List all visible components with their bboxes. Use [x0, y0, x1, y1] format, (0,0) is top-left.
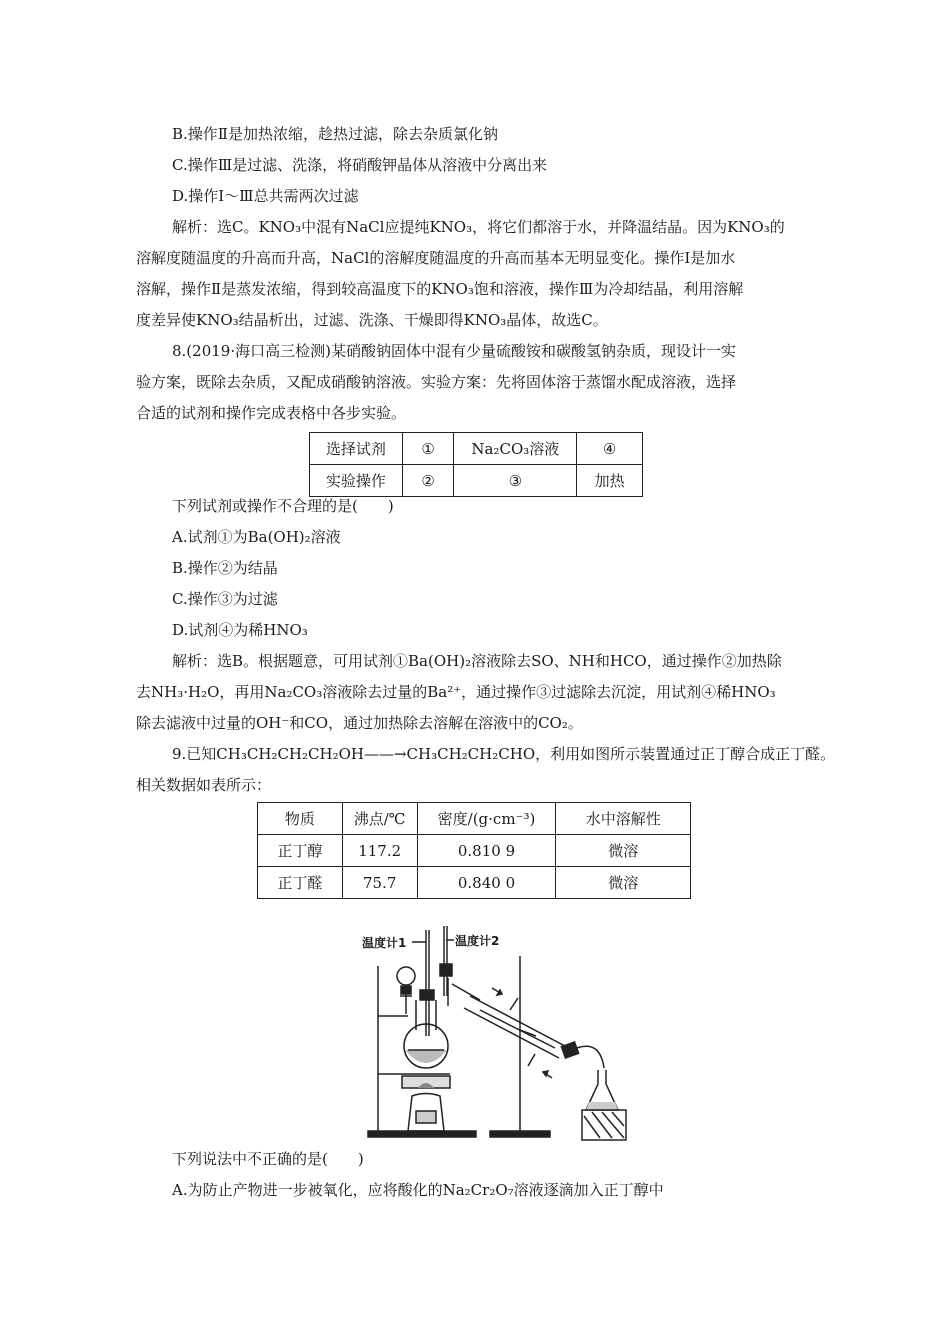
question-9-line-2: 相关数据如表所示：: [136, 776, 272, 794]
table-cell: ①: [402, 433, 454, 465]
table-cell: 0.840 0: [417, 867, 556, 899]
question-9-option-a: A.为防止产物进一步被氧化，应将酸化的Na₂Cr₂O₇溶液逐滴加入正丁醇中: [172, 1181, 664, 1199]
table-cell: 正丁醛: [258, 867, 343, 899]
table-row: [258, 835, 691, 867]
table-cell: 75.7: [342, 867, 417, 899]
distillation-apparatus-diagram: [360, 926, 640, 1142]
option-b: B.操作Ⅱ是加热浓缩，趁热过滤，除去杂质氯化钠: [172, 125, 498, 143]
thermometer-1-label: 温度计1: [362, 936, 407, 950]
table-cell: 加热: [577, 465, 643, 497]
analysis-line-4: 度差异使KNO₃结晶析出，过滤、洗涤、干燥即得KNO₃晶体，故选C。: [136, 311, 608, 329]
analysis-8-line-1: 解析：选B。根据题意，可用试剂①Ba(OH)₂溶液除去SO、NH和HCO，通过操作②加热除: [172, 652, 782, 670]
question-8-option-c: C.操作③为过滤: [172, 590, 278, 608]
table-cell: ④: [577, 433, 643, 465]
table-header-cell: 密度/(g·cm⁻³): [417, 803, 556, 835]
table-cell: 微溶: [556, 835, 691, 867]
table-cell: 微溶: [556, 867, 691, 899]
apparatus-figure: [360, 926, 640, 1142]
thermometer-2-label: 温度计2: [455, 934, 500, 948]
analysis-line-1: 解析：选C。KNO₃中混有NaCl应提纯KNO₃，将它们都溶于水，并降温结晶。因为KNO₃的: [172, 218, 785, 236]
properties-table: [257, 802, 691, 899]
table-cell: 正丁醇: [258, 835, 343, 867]
analysis-line-2: 溶解度随温度的升高而升高，NaCl的溶解度随温度的升高而基本无明显变化。操作Ⅰ是加水: [136, 249, 736, 267]
table-cell: 选择试剂: [310, 433, 403, 465]
question-8-line-2: 验方案，既除去杂质，又配成硝酸钠溶液。实验方案：先将固体溶于蒸馏水配成溶液，选择: [136, 373, 737, 391]
analysis-8-line-3: 除去滤液中过量的OH⁻和CO，通过加热除去溶解在溶液中的CO₂。: [136, 714, 583, 732]
table-header-cell: 物质: [258, 803, 343, 835]
question-9-ask: 下列说法中不正确的是( ): [172, 1150, 364, 1168]
question-8-option-d: D.试剂④为稀HNO₃: [172, 621, 308, 639]
table-cell: ③: [454, 465, 577, 497]
table-row: [310, 433, 643, 465]
table-cell: 117.2: [342, 835, 417, 867]
table-header-row: [258, 803, 691, 835]
table-row: [310, 465, 643, 497]
table-cell: Na₂CO₃溶液: [454, 433, 577, 465]
table-header-cell: 沸点/℃: [342, 803, 417, 835]
table-row: [258, 867, 691, 899]
question-9-line-1: 9.已知CH₃CH₂CH₂CH₂OH——→CH₃CH₂CH₂CHO，利用如图所示装置通过正丁醇合成正丁醛。: [172, 745, 836, 763]
table-cell: ②: [402, 465, 454, 497]
analysis-8-line-2: 去NH₃·H₂O，再用Na₂CO₃溶液除去过量的Ba²⁺，通过操作③过滤除去沉淀，用试剂④稀HNO₃: [136, 683, 776, 701]
option-d: D.操作Ⅰ～Ⅲ总共需两次过滤: [172, 187, 359, 205]
question-8-ask: 下列试剂或操作不合理的是( ): [172, 497, 394, 515]
question-8-line-1: 8.(2019·海口高三检测)某硝酸钠固体中混有少量硫酸铵和碳酸氢钠杂质，现设计一实: [172, 342, 736, 360]
option-c: C.操作Ⅲ是过滤、洗涤，将硝酸钾晶体从溶液中分离出来: [172, 156, 548, 174]
table-cell: 实验操作: [310, 465, 403, 497]
table-cell: 0.810 9: [417, 835, 556, 867]
question-8-option-b: B.操作②为结晶: [172, 559, 278, 577]
table-header-cell: 水中溶解性: [556, 803, 691, 835]
experiment-steps-table: [309, 432, 643, 497]
question-8-line-3: 合适的试剂和操作完成表格中各步实验。: [136, 404, 407, 422]
analysis-line-3: 溶解，操作Ⅱ是蒸发浓缩，得到较高温度下的KNO₃饱和溶液，操作Ⅲ为冷却结晶，利用溶解: [136, 280, 744, 298]
question-8-option-a: A.试剂①为Ba(OH)₂溶液: [172, 528, 341, 546]
